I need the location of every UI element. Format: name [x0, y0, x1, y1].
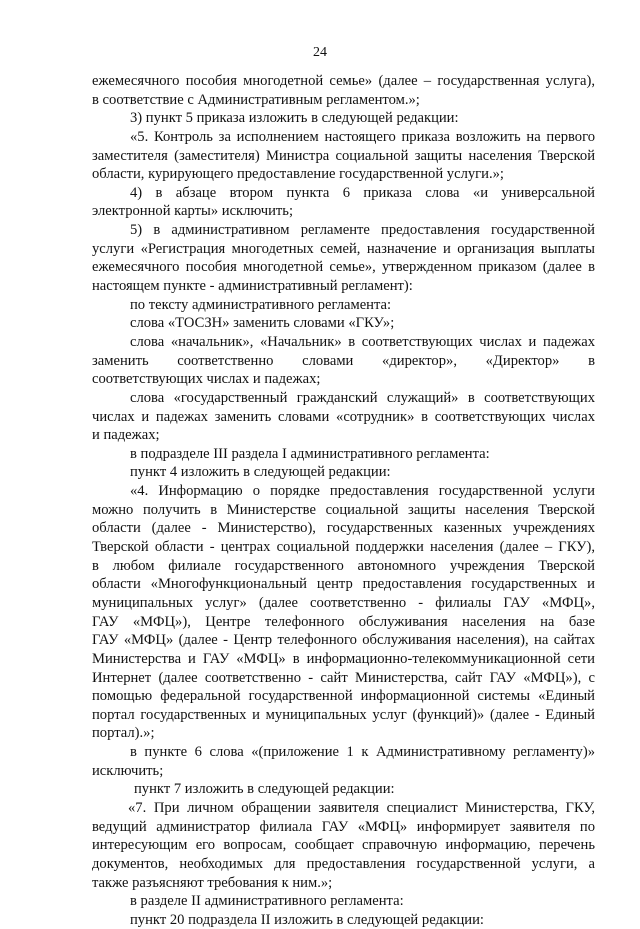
text-line: в подразделе III раздела I административного регламента:	[130, 445, 490, 462]
text-line: области (далее - Министерство), государственных казенных учреждениях	[92, 520, 595, 537]
text-line: заместителя (заместителя) Министра социальной защиты населения Тверской	[92, 147, 595, 164]
text-line: исключить;	[92, 762, 164, 779]
text-line: пункт 20 подраздела II изложить в следующей редакции:	[130, 911, 484, 928]
text-line: Интернет (далее соответственно - сайт Министерства, сайт ГАУ «МФЦ»), с	[92, 669, 595, 686]
text-line: ежемесячного пособия многодетной семье» (далее – государственная услуга),	[92, 73, 595, 89]
text-line: 3) пункт 5 приказа изложить в следующей редакции:	[130, 110, 459, 127]
text-line: ведущий администратор филиала ГАУ «МФЦ» информирует заявителя по	[92, 818, 595, 835]
text-line: «7. При личном обращении заявителя специалист Министерства, ГКУ,	[128, 799, 595, 816]
document-body	[92, 72, 595, 929]
text-line: числах и падежах заменить словами «сотрудник» в соответствующих числах	[92, 408, 595, 425]
text-line: слова «государственный гражданский служащий» в соответствующих	[130, 389, 595, 406]
text-line: документов, необходимых для предоставления государственной услуги, а	[92, 855, 595, 872]
text-line: слова «ТОСЗН» заменить словами «ГКУ»;	[130, 315, 395, 332]
text-line: также разъясняют требования к ним.»;	[92, 874, 333, 891]
text-line: электронной карты» исключить;	[92, 203, 294, 220]
text-line: муниципальных услуг» (далее соответственно - филиалы ГАУ «МФЦ»,	[92, 594, 595, 611]
text-line: ежемесячного пособия многодетной семье», утвержденном приказом (далее в	[92, 259, 595, 276]
text-line: заменить соответственно словами «директор», «Директор» в	[92, 352, 595, 369]
text-line: портал).»;	[92, 725, 155, 742]
text-line: и падежах;	[92, 427, 160, 444]
text-line: 5) в административном регламенте предоставления государственной	[130, 222, 595, 239]
text-line: соответствующих числах и падежах;	[92, 371, 321, 388]
text-line: портал государственных и муниципальных услуг (функций)» (далее - Единый	[92, 706, 595, 723]
text-line: «5. Контроль за исполнением настоящего приказа возложить на первого	[130, 128, 595, 145]
text-line: в пункте 6 слова «(приложение 1 к Административному регламенту)»	[130, 744, 595, 761]
text-line: в соответствие с Административным регламентом.»;	[92, 91, 420, 108]
text-line: по тексту административного регламента:	[130, 296, 392, 313]
page-number: 24	[313, 45, 327, 60]
text-line: Тверской области - центрах социальной поддержки населения (далее – ГКУ),	[92, 539, 595, 556]
text-line: в любом филиале государственного автономного учреждения Тверской	[92, 557, 595, 574]
text-line: настоящем пункте - административный регламент):	[92, 278, 413, 295]
text-line: «4. Информацию о порядке предоставления государственной услуги	[130, 483, 595, 500]
text-line: ГАУ «МФЦ»), Центре телефонного обслуживания населения на базе	[92, 613, 595, 630]
text-line: области «Многофункциональный центр предоставления государственных и	[92, 576, 595, 593]
text-line: в разделе II административного регламента:	[130, 893, 404, 910]
text-line: ГАУ «МФЦ» (далее - Центр телефонного обслуживания населения), на сайтах	[92, 632, 595, 649]
text-line: слова «начальник», «Начальник» в соответствующих числах и падежах	[130, 333, 595, 350]
text-line: Министерства и ГАУ «МФЦ» в информационно-телекоммуникационной сети	[92, 650, 595, 667]
text-line: области, курирующего предоставление государственной услуги.»;	[92, 166, 504, 183]
text-line: услуги «Регистрация многодетных семей, назначение и организация выплаты	[92, 240, 595, 257]
text-line: можно получить в Министерстве социальной защиты населения Тверской	[92, 501, 595, 518]
text-line: пункт 7 изложить в следующей редакции:	[134, 781, 395, 798]
text-line: 4) в абзаце втором пункта 6 приказа слова «и универсальной	[130, 184, 595, 201]
text-line: интересующим его вопросам, сообщает справочную информацию, перечень	[92, 837, 595, 854]
text-line: пункт 4 изложить в следующей редакции:	[130, 464, 391, 481]
text-line: помощью федеральной государственной информационной системы «Единый	[92, 688, 595, 705]
